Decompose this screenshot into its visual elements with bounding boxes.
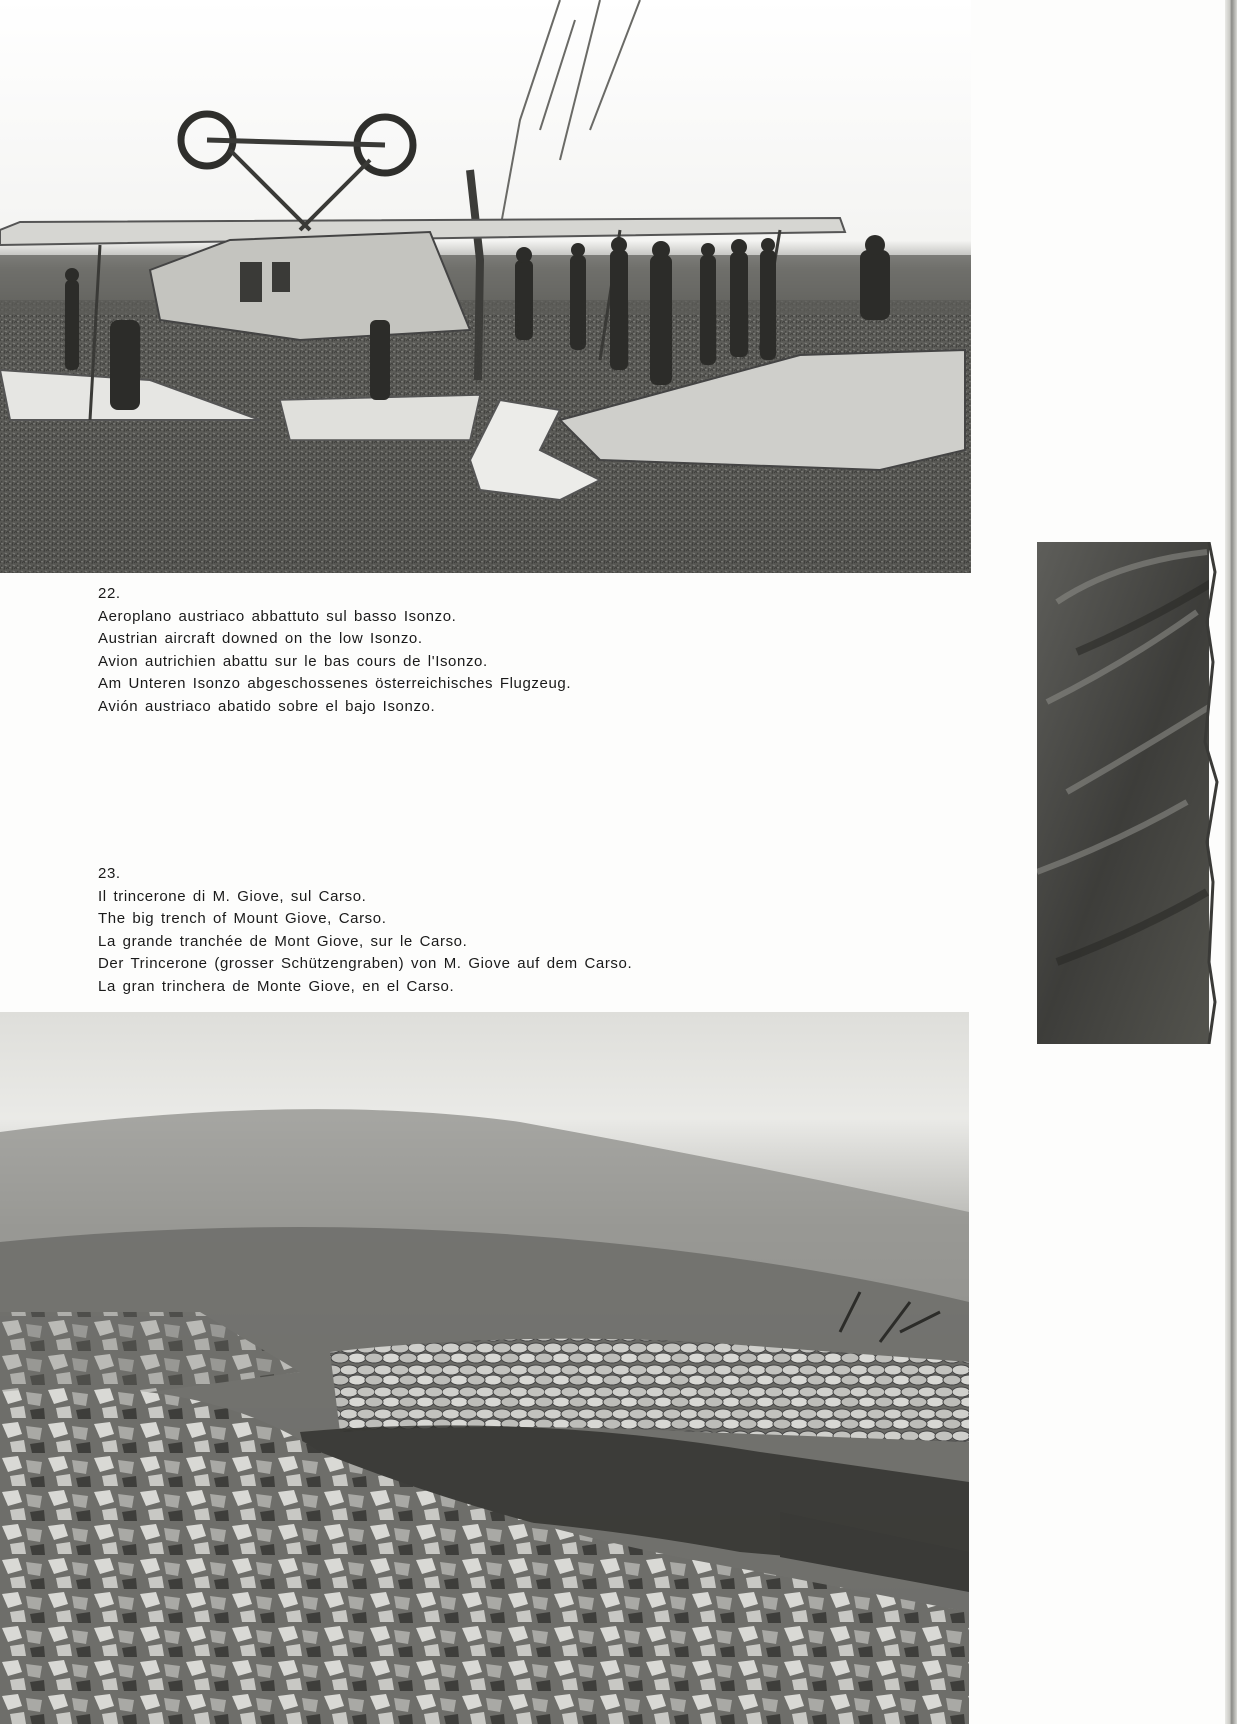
caption-german: Am Unteren Isonzo abgeschossenes österreichisches Flugzeug.: [98, 675, 572, 692]
figure-number: 23.: [98, 865, 121, 882]
page-binding-edge: [1225, 0, 1237, 1724]
figure-number: 22.: [98, 585, 121, 602]
adjacent-page-photo-fragment: [1037, 542, 1223, 1044]
trench-photo: [0, 1012, 969, 1724]
caption-italian: Il trincerone di M. Giove, sul Carso.: [98, 887, 367, 905]
caption-english: The big trench of Mount Giove, Carso.: [98, 910, 387, 927]
caption-figure-23: [98, 863, 632, 998]
caption-spanish: Avión austriaco abatido sobre el bajo Isonzo.: [98, 697, 436, 715]
caption-french: La grande tranchée de Mont Giove, sur le Carso.: [98, 932, 468, 950]
caption-spanish: La gran trinchera de Monte Giove, en el Carso.: [98, 977, 455, 995]
caption-english: Austrian aircraft downed on the low Isonzo.: [98, 630, 423, 647]
caption-italian: Aeroplano austriaco abbattuto sul basso Isonzo.: [98, 607, 457, 625]
caption-figure-22: [98, 583, 571, 718]
caption-german: Der Trincerone (grosser Schützengraben) von M. Giove auf dem Carso.: [98, 955, 633, 972]
caption-french: Avion autrichien abattu sur le bas cours de l'Isonzo.: [98, 652, 488, 670]
downed-aircraft-photo: [0, 0, 971, 573]
